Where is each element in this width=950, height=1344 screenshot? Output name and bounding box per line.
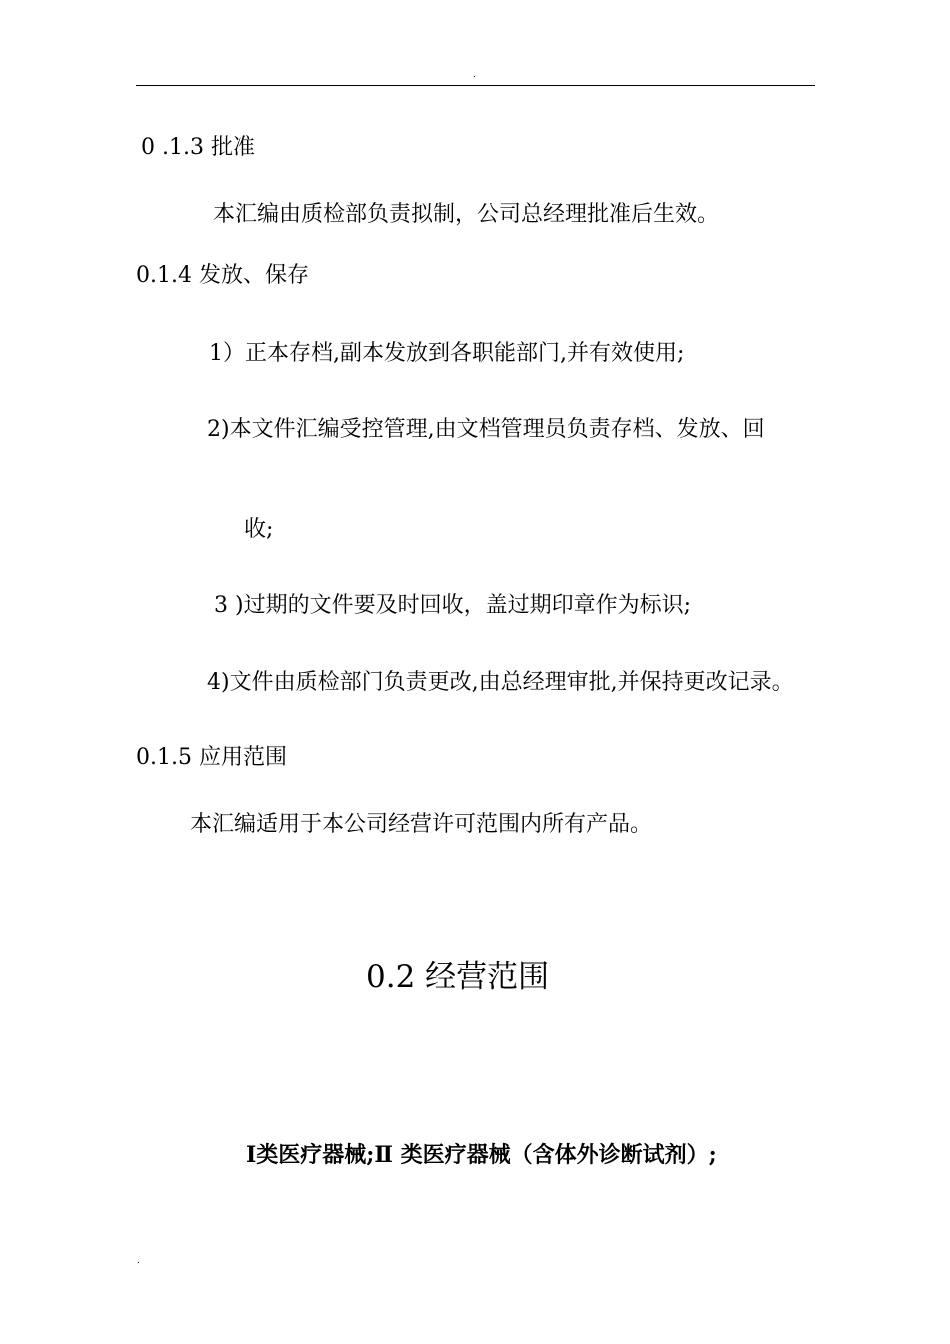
footer-mark: . (137, 1256, 140, 1266)
section-heading-0-2: 0.2 经营范围 (366, 959, 550, 995)
paragraph-scope-of-application: 本汇编适用于本公司经营许可范围内所有产品。 (190, 812, 653, 837)
list-item-3: 3 )过期的文件要及时回收，盖过期印章作为标识; (214, 593, 691, 618)
list-item-2-continuation: 收; (244, 517, 274, 542)
heading-0-1-4: 0.1.4 发放、保存 (136, 263, 309, 288)
business-scope-statement: I类医疗器械;Ⅱ 类医疗器械（含体外诊断试剂）; (246, 1142, 717, 1168)
list-item-4: 4)文件由质检部门负责更改,由总经理审批,并保持更改记录。 (207, 670, 794, 695)
paragraph-approval: 本汇编由质检部负责拟制，公司总经理批准后生效。 (213, 202, 720, 227)
heading-0-1-3: 0 .1.3 批准 (141, 135, 255, 160)
header-mark: . (473, 70, 476, 80)
heading-0-1-5: 0.1.5 应用范围 (136, 745, 287, 770)
header-rule (136, 85, 815, 86)
list-item-2: 2)本文件汇编受控管理,由文档管理员负责存档、发放、回 (207, 417, 765, 442)
list-item-1: 1）正本存档,副本发放到各职能部门,并有效使用; (209, 341, 685, 366)
